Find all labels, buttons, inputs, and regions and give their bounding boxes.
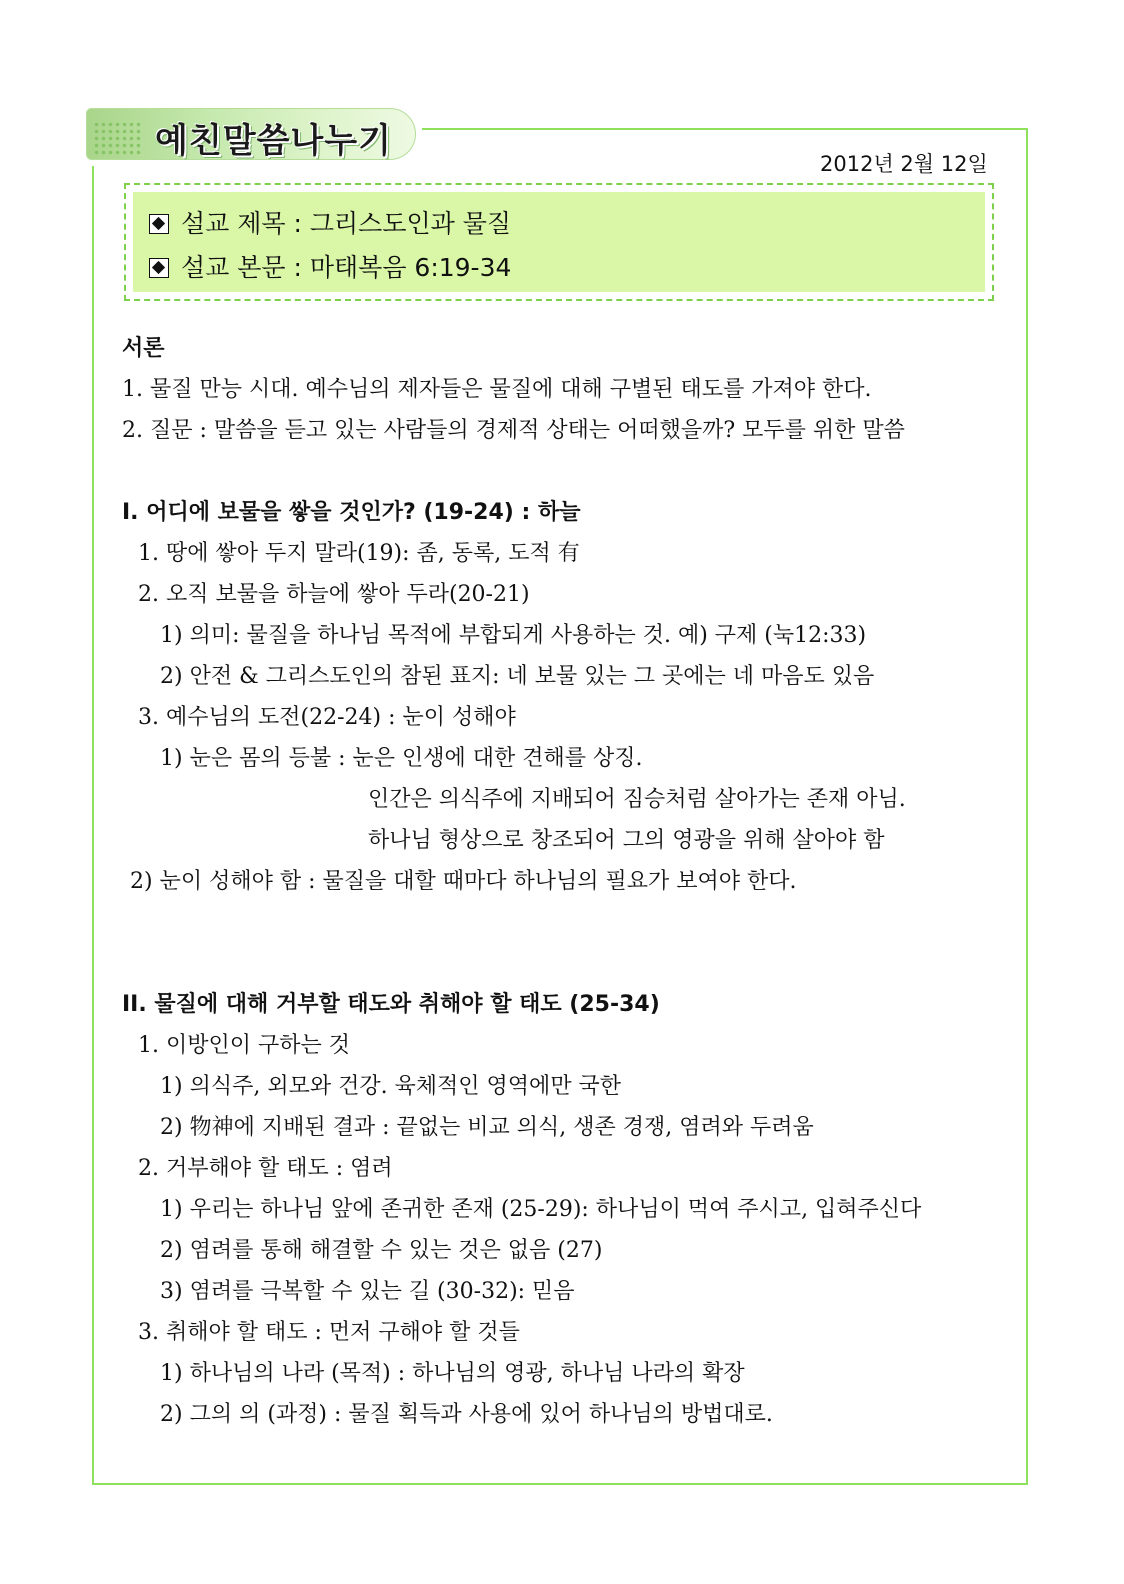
sermon-outline [122, 328, 1002, 1435]
outline-point: 1. 땅에 쌓아 두지 말라(19): 좀, 동록, 도적 有 [138, 541, 580, 566]
decorative-dots-icon [93, 121, 141, 155]
sermon-text: 설교 본문 : 마태복음 6:19-34 [181, 253, 512, 282]
sermon-info-box [124, 183, 994, 301]
page-title: 예친말씀나누기 [155, 121, 392, 161]
outline-subpoint: 2) 안전 & 그리스도인의 참된 표지: 네 보물 있는 그 곳에는 네 마음도 있음 [160, 664, 875, 689]
outline-point: 1. 이방인이 구하는 것 [138, 1033, 350, 1058]
outline-point: 3. 취해야 할 태도 : 먼저 구해야 할 것들 [138, 1320, 520, 1345]
outline-point: 2. 오직 보물을 하늘에 쌓아 두라(20-21) [138, 582, 530, 607]
title-badge [86, 108, 416, 160]
intro-item: 1. 물질 만능 시대. 예수님의 제자들은 물질에 대해 구별된 태도를 가져야 한다. [122, 377, 872, 402]
section1-heading: I. 어디에 보물을 쌓을 것인가? (19-24) : 하늘 [122, 500, 581, 525]
spacer [122, 902, 1002, 984]
outline-subpoint: 2) 눈이 성해야 함 : 물질을 대할 때마다 하나님의 필요가 보여야 한다. [130, 869, 797, 894]
outline-subpoint: 2) 物神에 지배된 결과 : 끝없는 비교 의식, 생존 경쟁, 염려와 두려움 [160, 1115, 814, 1140]
sermon-title: 설교 제목 : 그리스도인과 물질 [181, 209, 512, 238]
outline-subpoint: 1) 의미: 물질을 하나님 목적에 부합되게 사용하는 것. 예) 구제 (눅12:33) [160, 623, 867, 648]
outline-point: 3. 예수님의 도전(22-24) : 눈이 성해야 [138, 705, 516, 730]
diamond-bullet-icon [149, 258, 169, 278]
outline-subpoint: 2) 그의 의 (과정) : 물질 획득과 사용에 있어 하나님의 방법대로. [160, 1402, 773, 1427]
outline-continuation: 인간은 의식주에 지배되어 짐승처럼 살아가는 존재 아님. [368, 787, 906, 812]
intro-item: 2. 질문 : 말씀을 듣고 있는 사람들의 경제적 상태는 어떠했을까? 모두를 위한 말씀 [122, 418, 905, 443]
outline-subpoint: 3) 염려를 극복할 수 있는 길 (30-32): 믿음 [160, 1279, 575, 1304]
outline-subpoint: 1) 우리는 하나님 앞에 존귀한 존재 (25-29): 하나님이 먹여 주시고, 입혀주신다 [160, 1197, 922, 1222]
outline-subpoint: 1) 하나님의 나라 (목적) : 하나님의 영광, 하나님 나라의 확장 [160, 1361, 745, 1386]
sermon-text-row [149, 246, 969, 290]
outline-continuation: 하나님 형상으로 창조되어 그의 영광을 위해 살아야 함 [368, 828, 885, 853]
diamond-bullet-icon [149, 214, 169, 234]
outline-subpoint: 1) 의식주, 외모와 건강. 육체적인 영역에만 국한 [160, 1074, 622, 1099]
section2-heading: II. 물질에 대해 거부할 태도와 취해야 할 태도 (25-34) [122, 992, 660, 1017]
outline-subpoint: 1) 눈은 몸의 등불 : 눈은 인생에 대한 견해를 상징. [160, 746, 643, 771]
sermon-title-row [149, 202, 969, 246]
outline-subpoint: 2) 염려를 통해 해결할 수 있는 것은 없음 (27) [160, 1238, 603, 1263]
intro-heading: 서론 [122, 336, 165, 361]
sermon-info-inner [133, 192, 985, 292]
sermon-date: 2012년 2월 12일 [820, 152, 988, 176]
title-tab [86, 108, 422, 166]
spacer [122, 451, 1002, 492]
outline-point: 2. 거부해야 할 태도 : 염려 [138, 1156, 393, 1181]
